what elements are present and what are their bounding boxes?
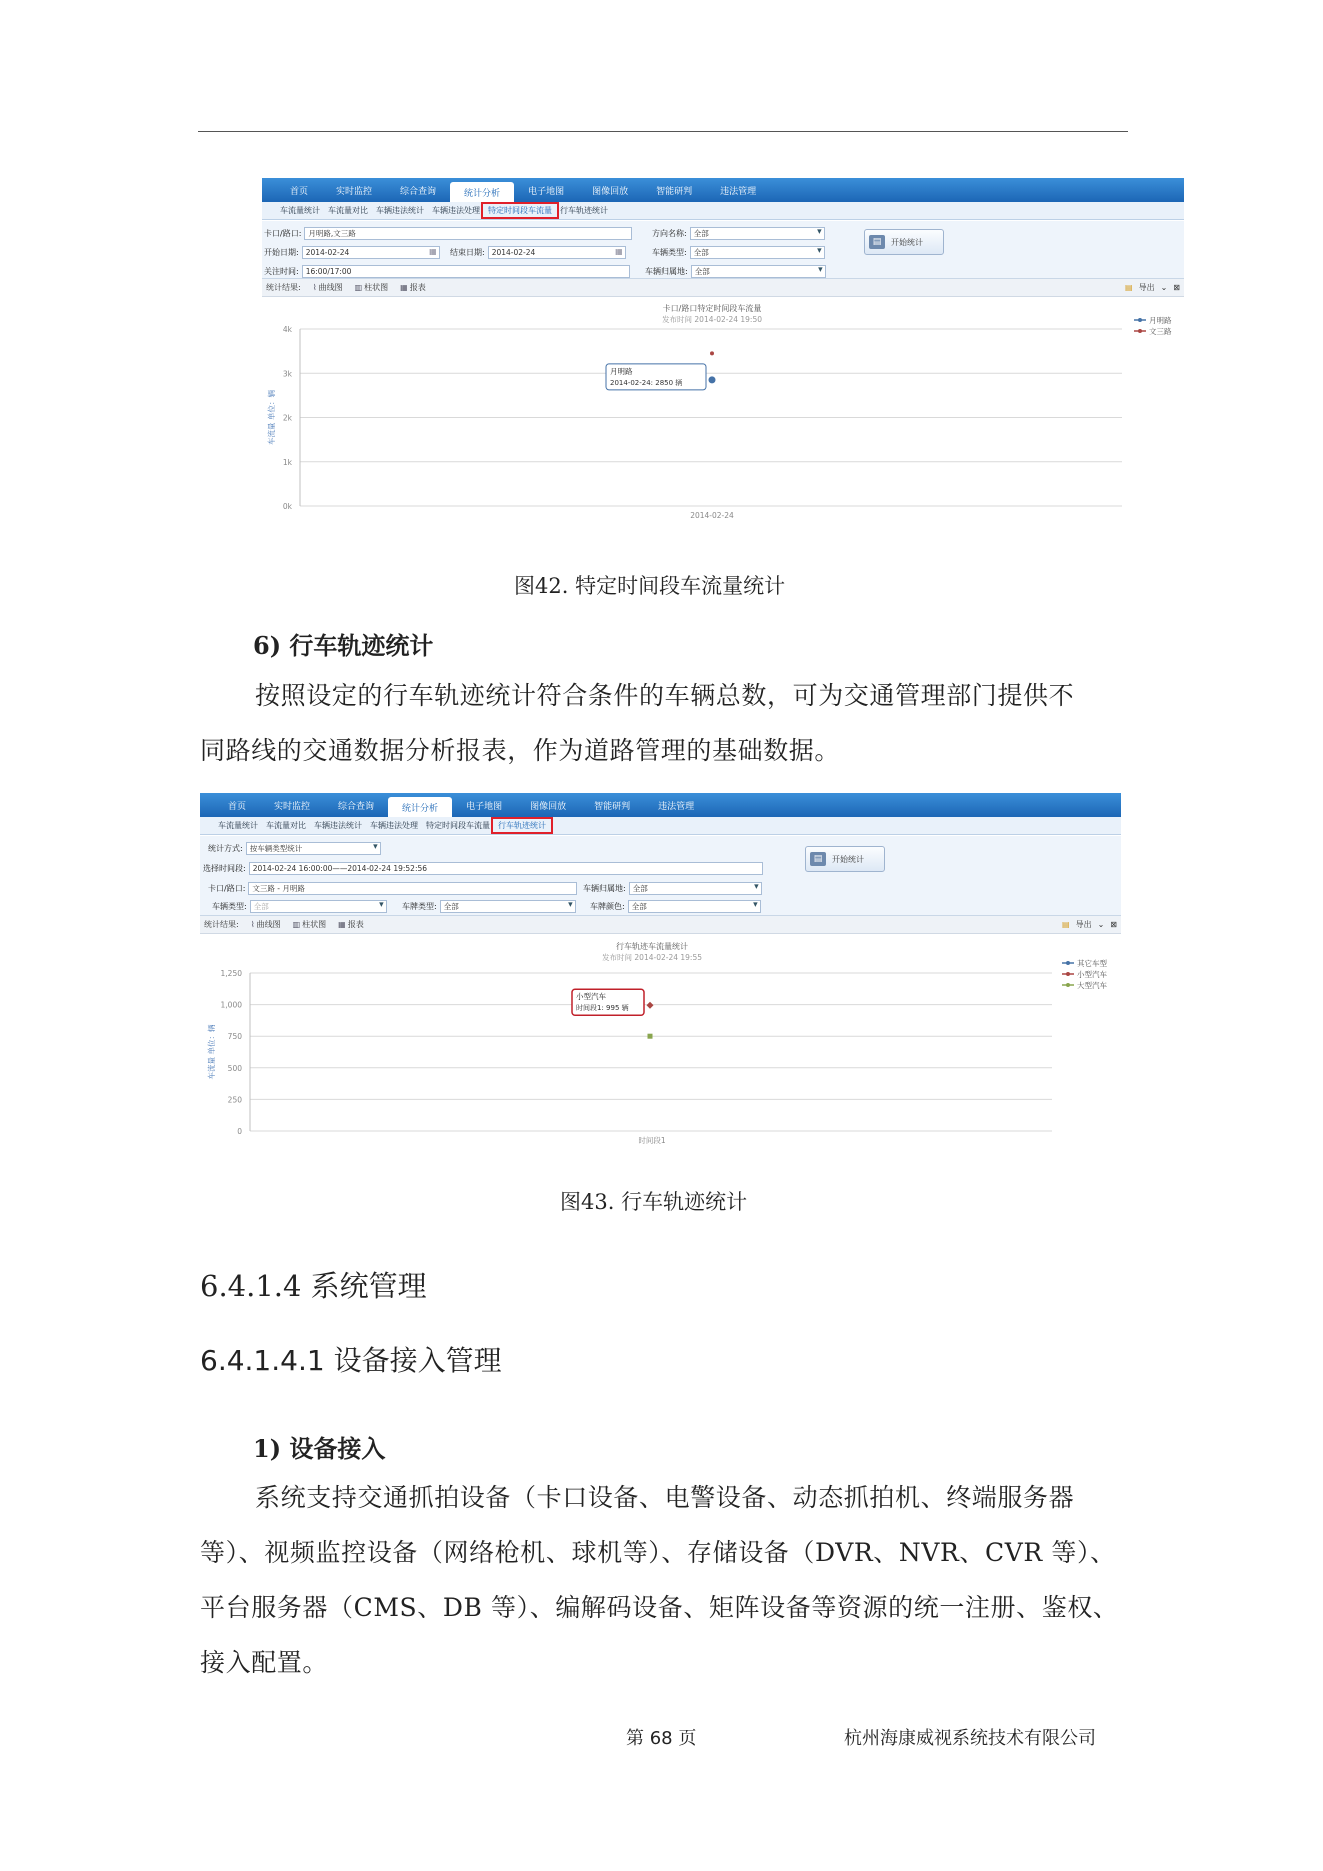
time-input[interactable]: 16:00/17:00: [302, 265, 630, 278]
nav-item[interactable]: 统计分析: [450, 182, 514, 202]
page-number: 第 68 页: [626, 1728, 697, 1749]
sub-nav: [200, 817, 1121, 835]
checkpoint-input[interactable]: 月明路,文三路: [304, 227, 632, 240]
subnav-item[interactable]: 车流量对比: [266, 821, 306, 830]
tab-line-chart[interactable]: ⌇ 曲线图: [250, 920, 281, 929]
bar-chart-icon: ▥: [354, 283, 363, 292]
paragraph-line: 平台服务器（CMS、DB 等）、编解码设备、矩阵设备等资源的统一注册、鉴权、: [200, 1593, 1119, 1622]
export-icon: ▤: [1062, 920, 1070, 929]
x-tick-label: 2014-02-24: [690, 511, 734, 520]
paragraph-line: 系统支持交通抓拍设备（卡口设备、电警设备、动态抓拍机、终端服务器: [255, 1483, 1075, 1512]
data-point: [647, 1002, 654, 1009]
tooltip-title: 月明路: [610, 366, 633, 376]
legend-marker: [1138, 329, 1142, 333]
vehicle-type-select[interactable]: 全部 ▾: [690, 246, 825, 259]
tab-bar-chart[interactable]: ▥ 柱状图: [354, 283, 389, 292]
vehicle-type-label: 车辆类型:: [652, 247, 687, 257]
plate-color-label: 车牌颜色:: [590, 901, 625, 911]
subnav-item[interactable]: 行车轨迹统计: [560, 206, 608, 215]
owner-select[interactable]: 全部 ▾: [629, 882, 762, 895]
line-chart-icon: ⌇: [250, 920, 255, 929]
figure-42-screenshot: [262, 178, 1184, 546]
method-select[interactable]: 按车辆类型统计 ▾: [246, 842, 381, 855]
end-date-input[interactable]: 2014-02-24 ▦: [488, 246, 626, 259]
subnav-item[interactable]: 特定时间段车流量: [426, 821, 490, 830]
subnav-item[interactable]: 车辆违法处理: [370, 821, 418, 830]
legend-label: 大型汽车: [1077, 981, 1107, 990]
nav-item[interactable]: 实时监控: [336, 186, 373, 197]
query-form: [200, 836, 1121, 916]
section-6-heading: 6) 行车轨迹统计: [253, 631, 434, 660]
heading-6-4-1-4: 6.4.1.4 系统管理: [200, 1269, 427, 1303]
subnav-item[interactable]: 车辆违法处理: [432, 206, 480, 215]
legend-label: 其它车型: [1077, 959, 1107, 968]
top-nav: [200, 793, 1121, 817]
y-tick-label: 2k: [282, 413, 292, 423]
bar-chart-icon: ▥: [292, 920, 301, 929]
paragraph-line: 等）、视频监控设备（网络枪机、球机等）、存储设备（DVR、NVR、CVR 等）、: [200, 1538, 1116, 1567]
legend-marker: [1066, 972, 1070, 976]
nav-item[interactable]: 智能研判: [656, 186, 693, 197]
nav-item[interactable]: 综合查询: [338, 801, 375, 812]
start-date-label: 开始日期:: [264, 247, 299, 257]
y-tick-label: 1,000: [220, 1000, 242, 1010]
legend-marker: [1138, 318, 1142, 322]
time-label: 关注时间:: [264, 266, 299, 276]
y-tick-label: 0: [237, 1127, 242, 1136]
heading-6-4-1-4-1: 6.4.1.4.1 设备接入管理: [200, 1344, 502, 1377]
section-6-text: [200, 668, 1074, 778]
nav-item[interactable]: 首页: [228, 801, 247, 812]
legend-label: 文三路: [1149, 327, 1172, 336]
close-icon[interactable]: ⊠: [1110, 920, 1117, 929]
figure-43-caption: 图43. 行车轨迹统计: [560, 1190, 748, 1214]
company-name: 杭州海康威视系统技术有限公司: [844, 1728, 1096, 1749]
tooltip-text: 2014-02-24: 2850 辆: [610, 378, 683, 387]
legend-marker: [1066, 983, 1070, 987]
paragraph-line: 按照设定的行车轨迹统计符合条件的车辆总数，可为交通管理部门提供不: [255, 681, 1075, 710]
y-tick-label: 500: [227, 1063, 242, 1073]
line-chart-icon: ⌇: [312, 283, 317, 292]
nav-item[interactable]: 图像回放: [530, 801, 567, 812]
figure-43-screenshot: [200, 793, 1121, 1155]
paragraph-line: 同路线的交通数据分析报表，作为道路管理的基础数据。: [200, 736, 841, 765]
section-1-heading: 1) 设备接入: [253, 1434, 386, 1463]
direction-select[interactable]: 全部 ▾: [690, 227, 825, 240]
tooltip-text: 时间段1: 995 辆: [576, 1004, 629, 1013]
nav-item[interactable]: 电子地图: [466, 801, 503, 812]
chevron-down-icon: ⌄: [1097, 920, 1105, 929]
tab-report[interactable]: ▦ 报表: [338, 920, 364, 929]
vehicle-type-select[interactable]: 全部 ▾: [250, 900, 387, 913]
legend-label: 月明路: [1149, 316, 1172, 325]
start-date-input[interactable]: 2014-02-24 ▦: [302, 246, 440, 259]
chart-icon: ▤: [810, 852, 826, 866]
subnav-item[interactable]: 行车轨迹统计: [494, 820, 550, 831]
checkpoint-label: 卡口/路口:: [208, 883, 246, 893]
export-button[interactable]: ▤ 导出 ⌄ ⊠: [1125, 283, 1180, 292]
subnav-item[interactable]: 特定时间段车流量: [484, 205, 556, 216]
tab-bar-chart[interactable]: ▥ 柱状图: [292, 920, 327, 929]
chart-subtitle: 发布时间 2014-02-24 19:55: [602, 953, 702, 962]
data-point: [710, 351, 714, 355]
start-stat-button[interactable]: ▤ 开始统计: [864, 229, 944, 255]
section-1-text: [200, 1470, 1119, 1690]
subnav-item[interactable]: 车流量统计: [280, 206, 320, 215]
chart-icon: ▤: [869, 235, 885, 249]
owner-label: 车辆归属地:: [645, 266, 688, 276]
legend-label: 小型汽车: [1077, 970, 1107, 979]
chart-title: 卡口/路口特定时间段车流量: [662, 304, 762, 313]
range-label: 选择时间段:: [203, 863, 246, 873]
nav-item[interactable]: 综合查询: [400, 186, 437, 197]
checkpoint-input[interactable]: 文三路 - 月明路: [248, 882, 577, 895]
chart-subtitle: 发布时间 2014-02-24 19:50: [662, 315, 762, 324]
start-stat-button[interactable]: ▤ 开始统计: [805, 846, 885, 872]
nav-item[interactable]: 电子地图: [528, 186, 565, 197]
chart-43: [200, 935, 1121, 1155]
owner-label: 车辆归属地:: [583, 883, 626, 893]
owner-select[interactable]: 全部 ▾: [691, 265, 826, 278]
export-icon: ▤: [1125, 283, 1133, 292]
vehicle-type-label: 车辆类型:: [212, 901, 247, 911]
sub-nav: [262, 202, 1184, 220]
subnav-item[interactable]: 车辆违法统计: [314, 821, 362, 830]
result-bar: [262, 279, 1184, 297]
nav-item[interactable]: 统计分析: [388, 797, 452, 817]
result-label: 统计结果:: [204, 920, 239, 929]
plate-type-select[interactable]: 全部 ▾: [440, 900, 576, 913]
y-tick-label: 0k: [282, 502, 292, 511]
result-label: 统计结果:: [266, 283, 301, 292]
report-icon: ▦: [338, 920, 346, 929]
chart-title: 行车轨迹车流量统计: [616, 942, 688, 951]
y-tick-label: 250: [227, 1095, 242, 1105]
figure-42-caption: 图42. 特定时间段车流量统计: [514, 574, 786, 598]
y-tick-label: 1,250: [220, 969, 242, 978]
range-input[interactable]: 2014-02-24 16:00:00——2014-02-24 19:52:56: [249, 862, 763, 875]
plate-type-label: 车牌类型:: [402, 901, 437, 911]
export-button[interactable]: ▤ 导出 ⌄ ⊠: [1062, 920, 1117, 929]
y-tick-label: 3k: [282, 369, 292, 379]
data-point: [709, 376, 716, 383]
tooltip-title: 小型汽车: [576, 992, 606, 1002]
y-tick-label: 4k: [282, 325, 292, 334]
nav-item[interactable]: 智能研判: [594, 801, 631, 812]
plate-color-select[interactable]: 全部 ▾: [628, 900, 761, 913]
chevron-down-icon: ⌄: [1160, 283, 1168, 292]
nav-item[interactable]: 首页: [290, 186, 309, 197]
x-tick-label: 时间段1: [638, 1136, 666, 1145]
close-icon[interactable]: ⊠: [1173, 283, 1180, 292]
subnav-item[interactable]: 车流量统计: [218, 821, 258, 830]
y-tick-label: 1k: [282, 457, 292, 467]
end-date-label: 结束日期:: [450, 247, 485, 257]
y-axis-label: 车流量 单位：辆: [207, 1024, 216, 1080]
nav-item[interactable]: 违法管理: [658, 801, 695, 812]
top-nav: [262, 178, 1184, 202]
tab-report[interactable]: ▦ 报表: [400, 283, 426, 292]
direction-label: 方向名称:: [652, 228, 687, 238]
header-rule: [198, 131, 1128, 132]
query-form: [262, 221, 1184, 279]
nav-item[interactable]: 违法管理: [720, 186, 757, 197]
legend-marker: [1066, 961, 1070, 965]
report-icon: ▦: [400, 283, 408, 292]
nav-item[interactable]: 实时监控: [274, 801, 311, 812]
tab-line-chart[interactable]: ⌇ 曲线图: [312, 283, 343, 292]
y-tick-label: 750: [227, 1032, 242, 1042]
subnav-item[interactable]: 车辆违法统计: [376, 206, 424, 215]
checkpoint-label: 卡口/路口:: [264, 228, 302, 238]
y-axis-label: 车流量 单位：辆: [267, 390, 276, 445]
subnav-item[interactable]: 车流量对比: [328, 206, 368, 215]
result-bar: [200, 916, 1121, 934]
chart-42: [262, 298, 1184, 546]
data-point: [648, 1034, 653, 1039]
nav-item[interactable]: 图像回放: [592, 186, 629, 197]
paragraph-line: 接入配置。: [200, 1648, 329, 1677]
method-label: 统计方式:: [208, 843, 243, 853]
